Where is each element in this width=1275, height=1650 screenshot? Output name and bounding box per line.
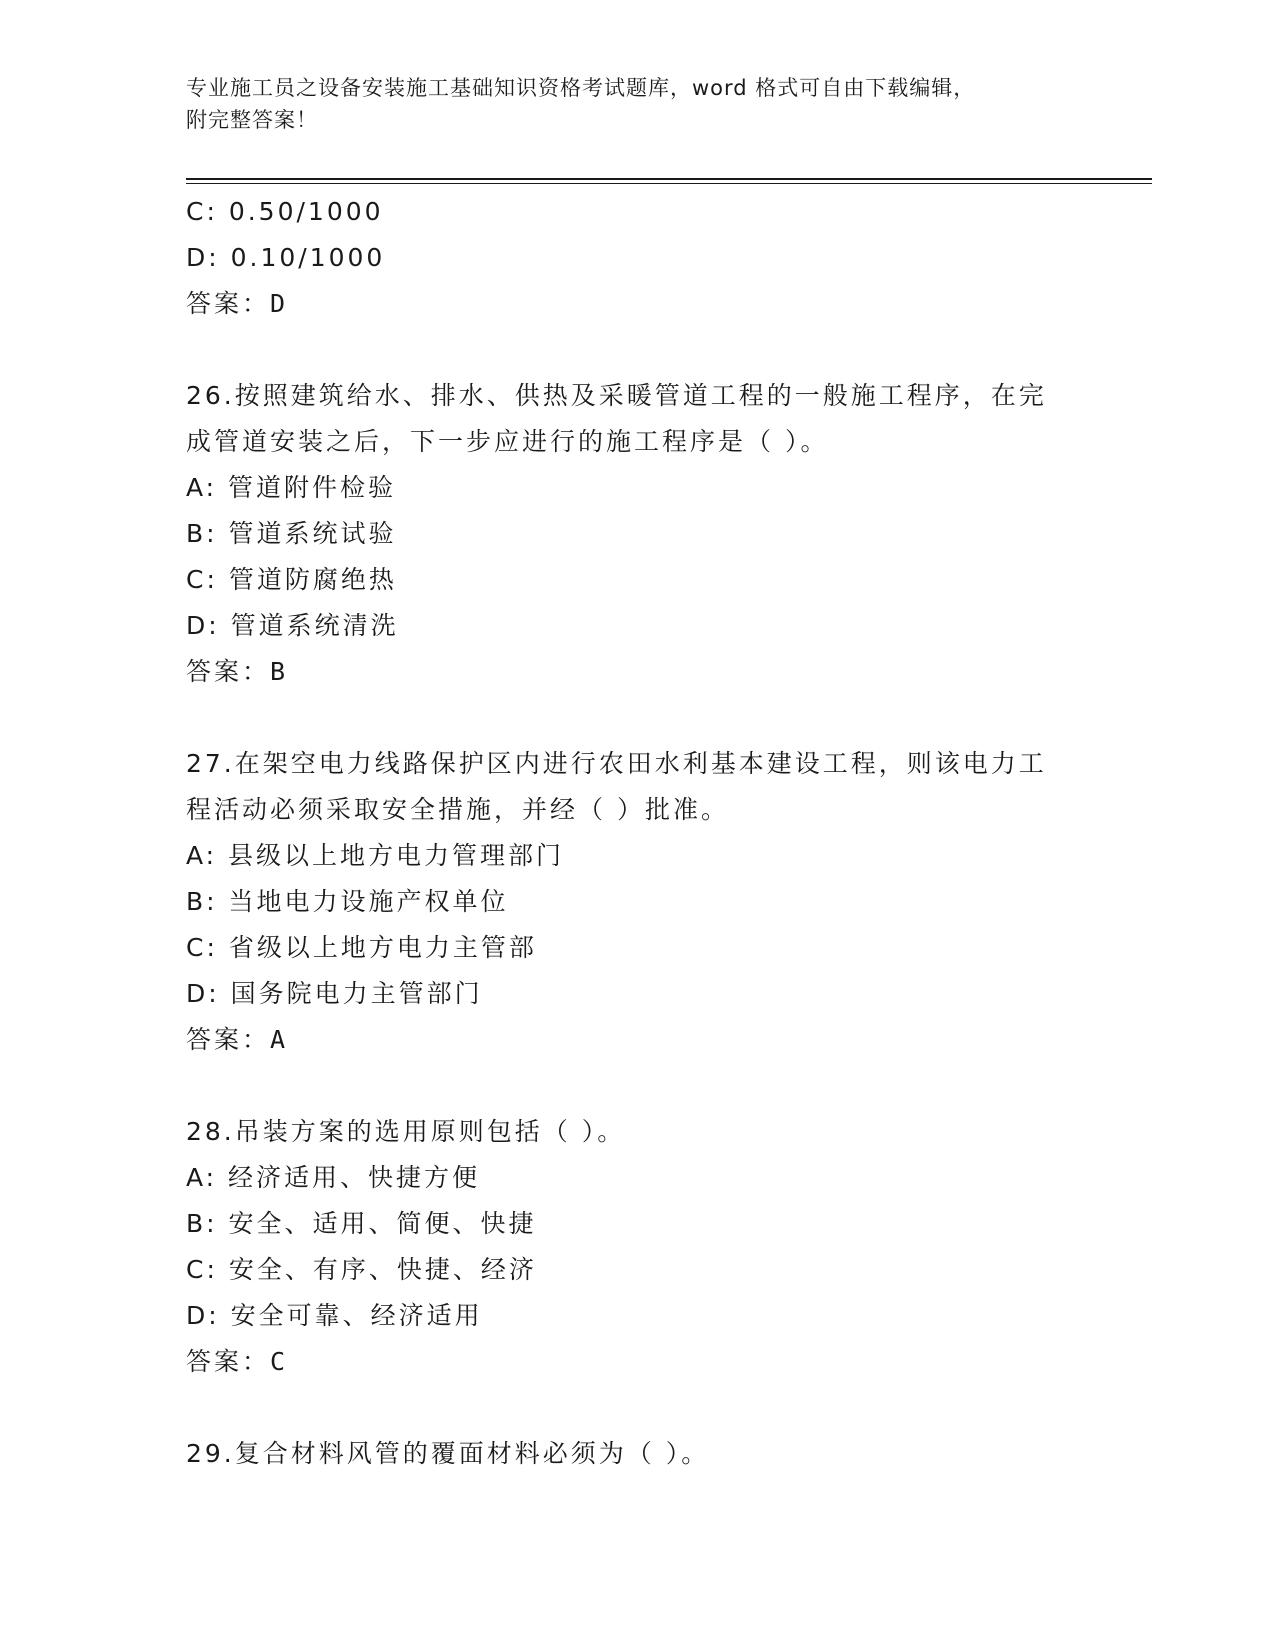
option-text: 管道系统试验: [228, 519, 397, 548]
answer-label: 答案：: [186, 289, 271, 318]
header-divider-thick: [186, 178, 1152, 180]
option-b: [186, 1201, 1106, 1247]
answer-line: [186, 281, 1106, 327]
option-d: [186, 971, 1106, 1017]
answer-value: A: [270, 1025, 286, 1054]
option-text: 当地电力设施产权单位: [228, 887, 509, 916]
answer-value: D: [270, 289, 286, 318]
option-text: 经济适用、快捷方便: [228, 1163, 481, 1192]
header-line-2: 附完整答案！: [186, 108, 318, 132]
option-text: 安全、适用、简便、快捷: [228, 1209, 537, 1238]
option-prefix: B:: [186, 887, 229, 916]
option-text: 0.50/1000: [228, 197, 384, 226]
option-prefix: D:: [186, 1301, 231, 1330]
question-28: [186, 1109, 1106, 1385]
answer-label: 答案：: [186, 657, 271, 686]
question-stem-line: 程活动必须采取安全措施，并经（ ）批准。: [186, 795, 729, 824]
option-prefix: B:: [186, 1209, 229, 1238]
question-stem-line: 28.吊装方案的选用原则包括（ ）。: [186, 1117, 626, 1146]
spacer: [186, 695, 1106, 741]
answer-value: C: [270, 1347, 286, 1376]
question-continued: [186, 189, 1106, 327]
question-29: [186, 1431, 1106, 1477]
option-prefix: A:: [186, 1163, 229, 1192]
option-text: 管道系统清洗: [230, 611, 399, 640]
option-a: [186, 465, 1106, 511]
option-prefix: A:: [186, 473, 229, 502]
answer-line: [186, 649, 1106, 695]
question-stem-line: 26.按照建筑给水、排水、供热及采暖管道工程的一般施工程序，在完: [186, 381, 1047, 410]
option-text: 管道防腐绝热: [228, 565, 397, 594]
option-c: [186, 1247, 1106, 1293]
answer-label: 答案：: [186, 1025, 271, 1054]
answer-line: [186, 1339, 1106, 1385]
option-prefix: B:: [186, 519, 229, 548]
option-prefix: C:: [186, 933, 229, 962]
question-27: [186, 741, 1106, 1063]
option-text: 省级以上地方电力主管部: [228, 933, 537, 962]
option-prefix: C:: [186, 565, 229, 594]
question-26: [186, 373, 1106, 695]
option-text: 安全可靠、经济适用: [230, 1301, 483, 1330]
page-header: [186, 72, 1066, 136]
question-stem-line: 成管道安装之后，下一步应进行的施工程序是（ ）。: [186, 427, 829, 456]
option-text: 县级以上地方电力管理部门: [228, 841, 565, 870]
option-b: [186, 879, 1106, 925]
spacer: [186, 327, 1106, 373]
option-prefix: C:: [186, 1255, 229, 1284]
answer-value: B: [270, 657, 286, 686]
option-c: [186, 557, 1106, 603]
question-stem-line: 29.复合材料风管的覆面材料必须为（ ）。: [186, 1439, 710, 1468]
option-text: 国务院电力主管部门: [230, 979, 483, 1008]
option-prefix: D:: [186, 611, 231, 640]
option-prefix: C:: [186, 197, 229, 226]
option-b: [186, 511, 1106, 557]
option-line: [186, 235, 1106, 281]
spacer: [186, 1063, 1106, 1109]
option-c: [186, 925, 1106, 971]
option-d: [186, 1293, 1106, 1339]
option-prefix: D:: [186, 979, 231, 1008]
header-line-1: 专业施工员之设备安装施工基础知识资格考试题库，word 格式可自由下载编辑，: [186, 76, 976, 100]
option-prefix: D:: [186, 243, 231, 272]
option-line: [186, 189, 1106, 235]
option-prefix: A:: [186, 841, 229, 870]
question-stem-line: 27.在架空电力线路保护区内进行农田水利基本建设工程，则该电力工: [186, 749, 1047, 778]
answer-line: [186, 1017, 1106, 1063]
header-divider-thin: [186, 183, 1152, 184]
answer-label: 答案：: [186, 1347, 271, 1376]
option-a: [186, 833, 1106, 879]
spacer: [186, 1385, 1106, 1431]
document-body: [186, 189, 1106, 1477]
option-a: [186, 1155, 1106, 1201]
option-d: [186, 603, 1106, 649]
option-text: 0.10/1000: [230, 243, 386, 272]
option-text: 安全、有序、快捷、经济: [228, 1255, 537, 1284]
option-text: 管道附件检验: [228, 473, 397, 502]
